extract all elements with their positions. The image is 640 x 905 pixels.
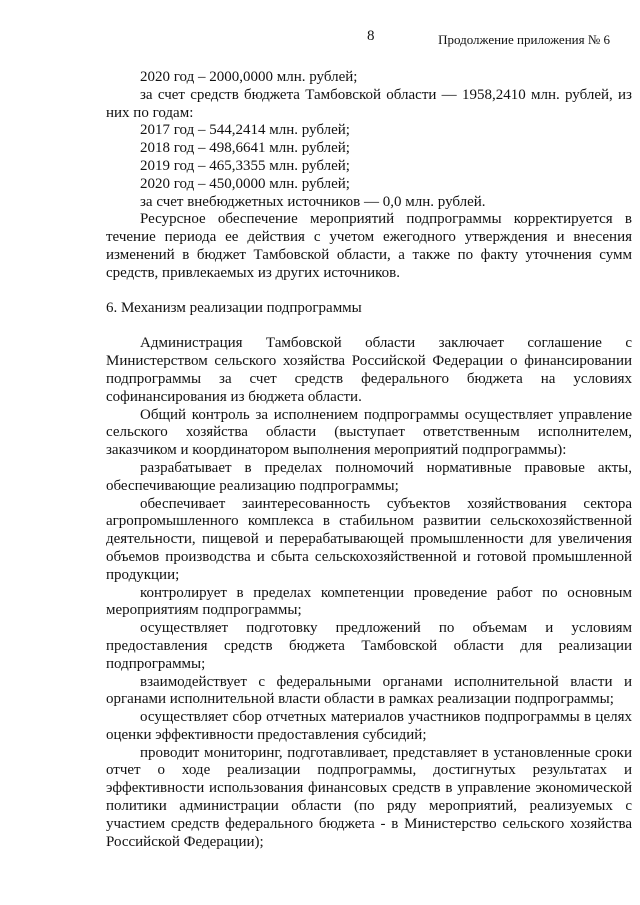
funding-adjustment-paragraph: Ресурсное обеспечение мероприятий подпрограммы корректируется в течение периода ее действия с учетом ежегодного утверждения и внесения изменений в бюджет Тамбовской области, а также по факту уточнения сумм средств, привлекаемых из других источников.	[106, 211, 632, 281]
running-header: Продолжение приложения № 6	[438, 32, 610, 47]
funding-2020: 2020 год – 450,0000 млн. рублей;	[140, 175, 350, 192]
page-number: 8	[367, 28, 375, 44]
funding-2018: 2018 год – 498,6641 млн. рублей;	[140, 140, 350, 157]
section-heading: 6. Механизм реализации подпрограммы	[106, 299, 362, 316]
funding-extra-budget: за счет внебюджетных источников — 0,0 млн. рублей.	[140, 193, 486, 210]
section-paragraph: обеспечивает заинтересованность субъектов хозяйствования сектора агропромышленного комплекса в стабильном развитии сельскохозяйственной деятельности, пищевой и перерабатывающей промышленности для увеличения объемов производства и сбыта сельскохозяйственной и готовой промышленной продукции;	[106, 495, 632, 583]
funding-2019: 2019 год – 465,3355 млн. рублей;	[140, 157, 350, 174]
section-paragraph: Общий контроль за исполнением подпрограммы осуществляет управление сельского хозяйства области (выступает ответственным исполнителем, заказчиком и координатором выполнения мероприятий подпрограммы):	[106, 406, 632, 459]
section-paragraph: осуществляет сбор отчетных материалов участников подпрограммы в целях оценки эффективности предоставления субсидий;	[106, 709, 632, 743]
section-paragraph: взаимодействует с федеральными органами исполнительной власти и органами исполнительной власти области в рамках реализации подпрограммы;	[106, 673, 632, 708]
funding-2020-total: 2020 год – 2000,0000 млн. рублей;	[140, 69, 358, 85]
funding-2017: 2017 год – 544,2414 млн. рублей;	[140, 122, 350, 139]
section-paragraph: контролирует в пределах компетенции проведение работ по основным мероприятиям подпрограммы;	[106, 584, 632, 619]
funding-regional-budget: за счет средств бюджета Тамбовской области — 1958,2410 млн. рублей, из них по годам:	[106, 86, 632, 121]
section-paragraph: Администрация Тамбовской области заключает соглашение с Министерством сельского хозяйства Российской Федерации о финансировании подпрограммы за счет средств федерального бюджета на условиях софинансирования из бюджета области.	[106, 335, 632, 405]
section-paragraph: разрабатывает в пределах полномочий нормативные правовые акты, обеспечивающие реализацию подпрограммы;	[106, 459, 632, 494]
document-body	[106, 69, 632, 851]
section-paragraph: осуществляет подготовку предложений по объемам и условиям предоставления средств бюджета Тамбовской области для реализации подпрограммы;	[106, 620, 632, 672]
section-paragraph: проводит мониторинг, подготавливает, представляет в установленные сроки отчет о ходе реализации подпрограммы, достигнутых результатах и эффективности использования финансовых средств в управление экономической политики администрации области (по ряду мероприятий, реализуемых с участием средств федерального бюджета - в Министерство сельского хозяйства Российской Федерации);	[106, 744, 632, 850]
